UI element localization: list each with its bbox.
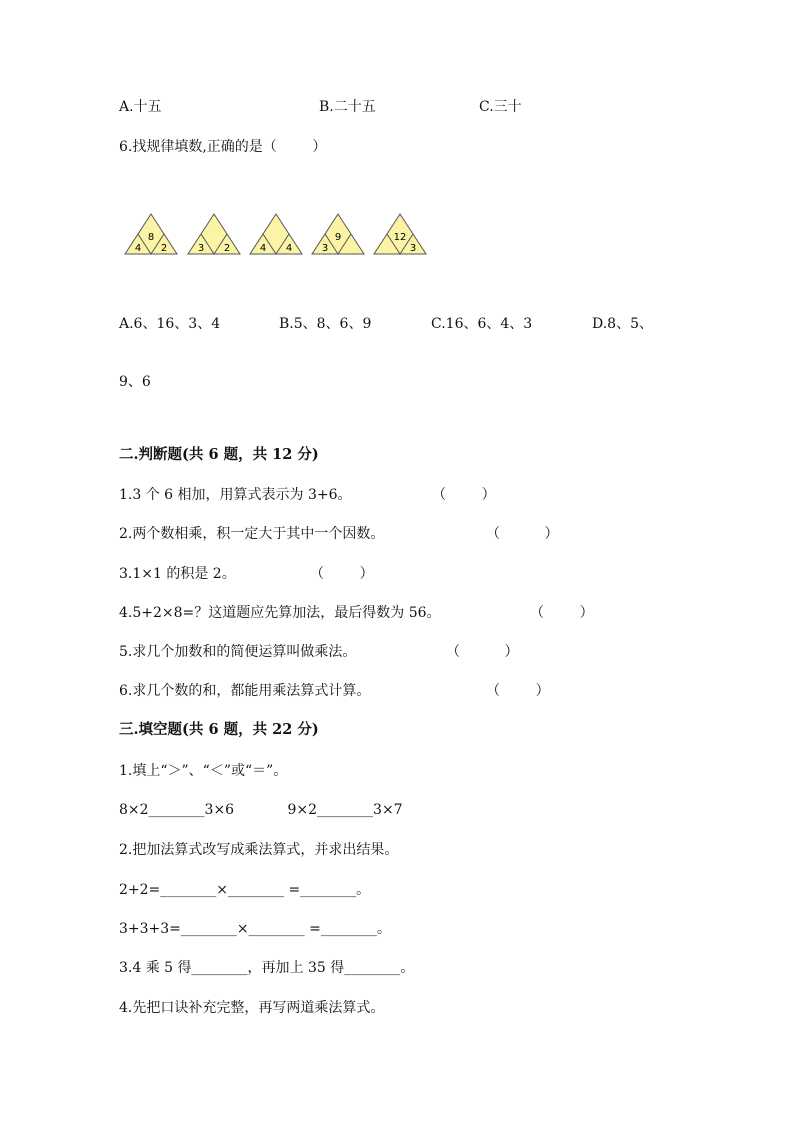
q6-option-b: B.5、8、6、9 — [279, 316, 372, 332]
judge-item-5: 5.求几个加数和的简便运算叫做乘法。 — [119, 644, 357, 660]
number-triangle-4 — [310, 212, 366, 256]
judge-answer-paren-2[interactable]: （ ） — [486, 526, 559, 542]
triangle-left-number: 3 — [197, 243, 205, 254]
judge-answer-paren-1[interactable]: （ ） — [432, 487, 496, 503]
triangle-top-number: 9 — [334, 232, 342, 243]
judge-item-6: 6.求几个数的和，都能用乘法算式计算。 — [119, 683, 371, 699]
q6-option-a: A.6、16、3、4 — [119, 316, 221, 332]
judge-answer-paren-4[interactable]: （ ） — [530, 605, 594, 621]
section2-title: 二.判断题(共 6 题，共 12 分) — [119, 446, 319, 463]
section3-title: 三.填空题(共 6 题，共 22 分) — [119, 721, 319, 738]
judge-item-1: 1.3 个 6 相加，用算式表示为 3+6。 — [119, 487, 352, 503]
triangle-left-number: 3 — [321, 243, 329, 254]
triangle-right-number: 3 — [409, 243, 417, 254]
fill-q1-blanks[interactable]: 8×2________3×6 9×2________3×7 — [119, 802, 403, 818]
q6-option-c: C.16、6、4、3 — [431, 316, 533, 332]
judge-item-4: 4.5+2×8=？这道题应先算加法，最后得数为 56。 — [119, 605, 441, 621]
triangle-left-number: 4 — [134, 243, 142, 254]
number-triangle-3 — [248, 212, 304, 256]
q5-option-c: C.三十 — [479, 99, 522, 115]
triangle-right-number: 2 — [223, 243, 231, 254]
judge-answer-paren-5[interactable]: （ ） — [446, 644, 519, 660]
judge-answer-paren-3[interactable]: （ ） — [310, 566, 374, 582]
fill-q2-blanks-2[interactable]: 3+3+3=________×________ =________。 — [119, 921, 391, 937]
q6-option-d: D.8、5、 — [592, 316, 653, 332]
number-triangle-2 — [186, 212, 242, 256]
triangle-top-number: 12 — [393, 232, 407, 243]
q6-stem: 6.找规律填数,正确的是（ ） — [119, 139, 327, 155]
triangle-top-number: 8 — [147, 232, 155, 243]
fill-q1-stem: 1.填上“＞”、“＜”或“＝”。 — [119, 763, 288, 779]
q6-option-d-continued: 9、6 — [119, 374, 151, 390]
fill-q2-blanks-1[interactable]: 2+2=________×________ =________。 — [119, 882, 371, 898]
number-triangle-5 — [372, 212, 428, 256]
triangle-right-number: 2 — [160, 243, 168, 254]
q5-option-b: B.二十五 — [319, 99, 376, 115]
number-triangle-1 — [123, 212, 179, 256]
judge-item-3: 3.1×1 的积是 2。 — [119, 566, 236, 582]
fill-q3-stem[interactable]: 3.4 乘 5 得________，再加上 35 得________。 — [119, 960, 415, 976]
judge-answer-paren-6[interactable]: （ ） — [486, 683, 550, 699]
triangle-right-number: 4 — [285, 243, 293, 254]
fill-q4-stem: 4.先把口诀补充完整，再写两道乘法算式。 — [119, 1000, 385, 1016]
q5-option-a: A.十五 — [119, 99, 162, 115]
judge-item-2: 2.两个数相乘，积一定大于其中一个因数。 — [119, 526, 385, 542]
fill-q2-stem: 2.把加法算式改写成乘法算式，并求出结果。 — [119, 842, 399, 858]
triangle-left-number: 4 — [259, 243, 267, 254]
